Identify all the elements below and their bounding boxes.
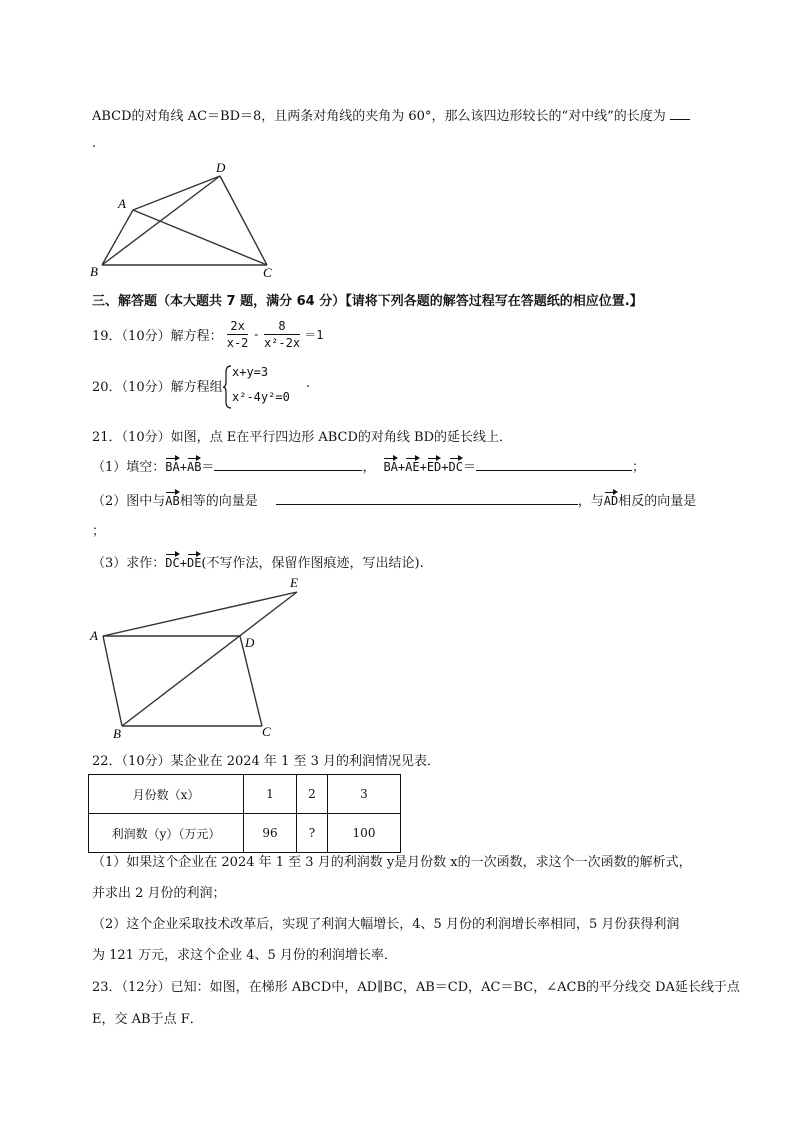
q22-stem: 22．（10分）某企业在 2024 年 1 至 3 月的利润情况见表． (92, 754, 441, 769)
vector-ae: AE (405, 456, 419, 474)
table-cell: 月份数（x） (89, 775, 244, 814)
table-cell: 96 (244, 814, 297, 853)
q23-line1: 23．（12分）已知：如图，在梯形 ABCD中，AD∥BC，AB＝CD，AC＝BC，∠ACB的平分线交 DA延长线于点 (92, 980, 740, 995)
label-e: E (290, 575, 298, 590)
q21-parallelogram-figure (85, 574, 315, 739)
vector-ba-2: BA (383, 456, 397, 474)
q20-prefix: 20．（10分）解方程组： (92, 380, 236, 395)
label-d: D (245, 635, 255, 650)
section3-heading: 三、解答题（本大题共 7 题，满分 64 分）【请将下列各题的解答过程写在答题纸的相应位置.】 (92, 294, 643, 309)
edge-ad (133, 176, 220, 210)
table-cell: 3 (328, 775, 401, 814)
vector-dc-2: DC (165, 552, 179, 570)
vector-de: DE (187, 552, 201, 570)
label-b: B (90, 264, 98, 279)
edge-dc (220, 176, 267, 265)
q21-p1-blank-2[interactable] (476, 456, 632, 471)
q18-answer-blank[interactable] (670, 105, 690, 120)
vector-dc: DC (449, 456, 463, 474)
q23-line2: E，交 AB于点 F． (92, 1012, 203, 1027)
edge-ab (102, 210, 133, 265)
q22-p2-line1: （2）这个企业采取技术改革后，实现了利润大幅增长，4、5 月份的利润增长率相同，5 月份获得利润 (92, 917, 680, 932)
vector-ab: AB (187, 456, 201, 474)
q21-stem: 21．（10分）如图，点 E在平行四边形 ABCD的对角线 BD的延长线上． (92, 430, 512, 445)
label-c: C (262, 724, 271, 739)
q21-part3: （3）求作：DC+DE(不写作法，保留作图痕迹，写出结论). (92, 552, 424, 571)
label-a: A (90, 628, 98, 643)
q18-line1: ABCD的对角线 AC＝BD＝8，且两条对角线的夹角为 60°，那么该四边形较长的“对中线”的长度为 (92, 105, 690, 124)
q18-line2: . (92, 136, 97, 151)
table-row (89, 814, 401, 853)
q18-quadrilateral-figure (85, 160, 285, 285)
vector-ad: AD (604, 490, 618, 508)
q19-fraction-1: $\frac{2x}{x-2}$ (226, 319, 249, 350)
diagonal-bd (102, 176, 220, 265)
label-c: C (263, 265, 272, 280)
diagonal-ac (133, 210, 267, 265)
vector-ba: BA (165, 456, 179, 474)
table-cell: 利润数（y）（万元） (89, 814, 244, 853)
q21-part2: （2）图中与AB相等的向量是 ，与AD相反的向量是 (92, 490, 696, 509)
table-row (89, 775, 401, 814)
q22-p1-line1: （1）如果这个企业在 2024 年 1 至 3 月的利润数 y是月份数 x的一次函数，求这个一次函数的解析式， (92, 855, 692, 870)
q22-p2-line2: 为 121 万元，求这个企业 4、5 月份的利润增长率． (92, 948, 397, 963)
label-d: D (216, 160, 226, 175)
q22-profit-table (88, 774, 401, 853)
table-cell: 1 (244, 775, 297, 814)
vector-ab-2: AB (165, 490, 179, 508)
q21-p2-blank-1[interactable] (276, 490, 578, 505)
q19: 19．（10分）解方程： $\frac{2x}{x-2}$ - $\frac{8}{\text{x²-2x}}$ ＝1 (92, 319, 324, 350)
table-cell: ? (297, 814, 328, 853)
table-cell: 100 (328, 814, 401, 853)
label-a: A (118, 196, 126, 211)
q19-fraction-2: $\frac{8}{\text{x²-2x}}$ (263, 319, 301, 350)
q21-part2-line2: ； (92, 524, 106, 539)
q20-eq2: x²-4y²=0 (232, 390, 290, 404)
q21-part1: （1）填空：BA+AB＝ ， BA+AE+ED+DC＝ ； (92, 456, 645, 475)
table-cell: 2 (297, 775, 328, 814)
q21-p1-blank-1[interactable] (214, 456, 362, 471)
label-b: B (113, 726, 121, 739)
vector-ed: ED (427, 456, 441, 474)
q20-eq1: x+y=3 (232, 365, 269, 379)
edge-ab (103, 636, 122, 726)
q20-brace-icon (222, 364, 232, 410)
q22-p1-line2: 并求出 2 月份的利润； (92, 886, 226, 901)
q20-end: . (306, 376, 311, 391)
